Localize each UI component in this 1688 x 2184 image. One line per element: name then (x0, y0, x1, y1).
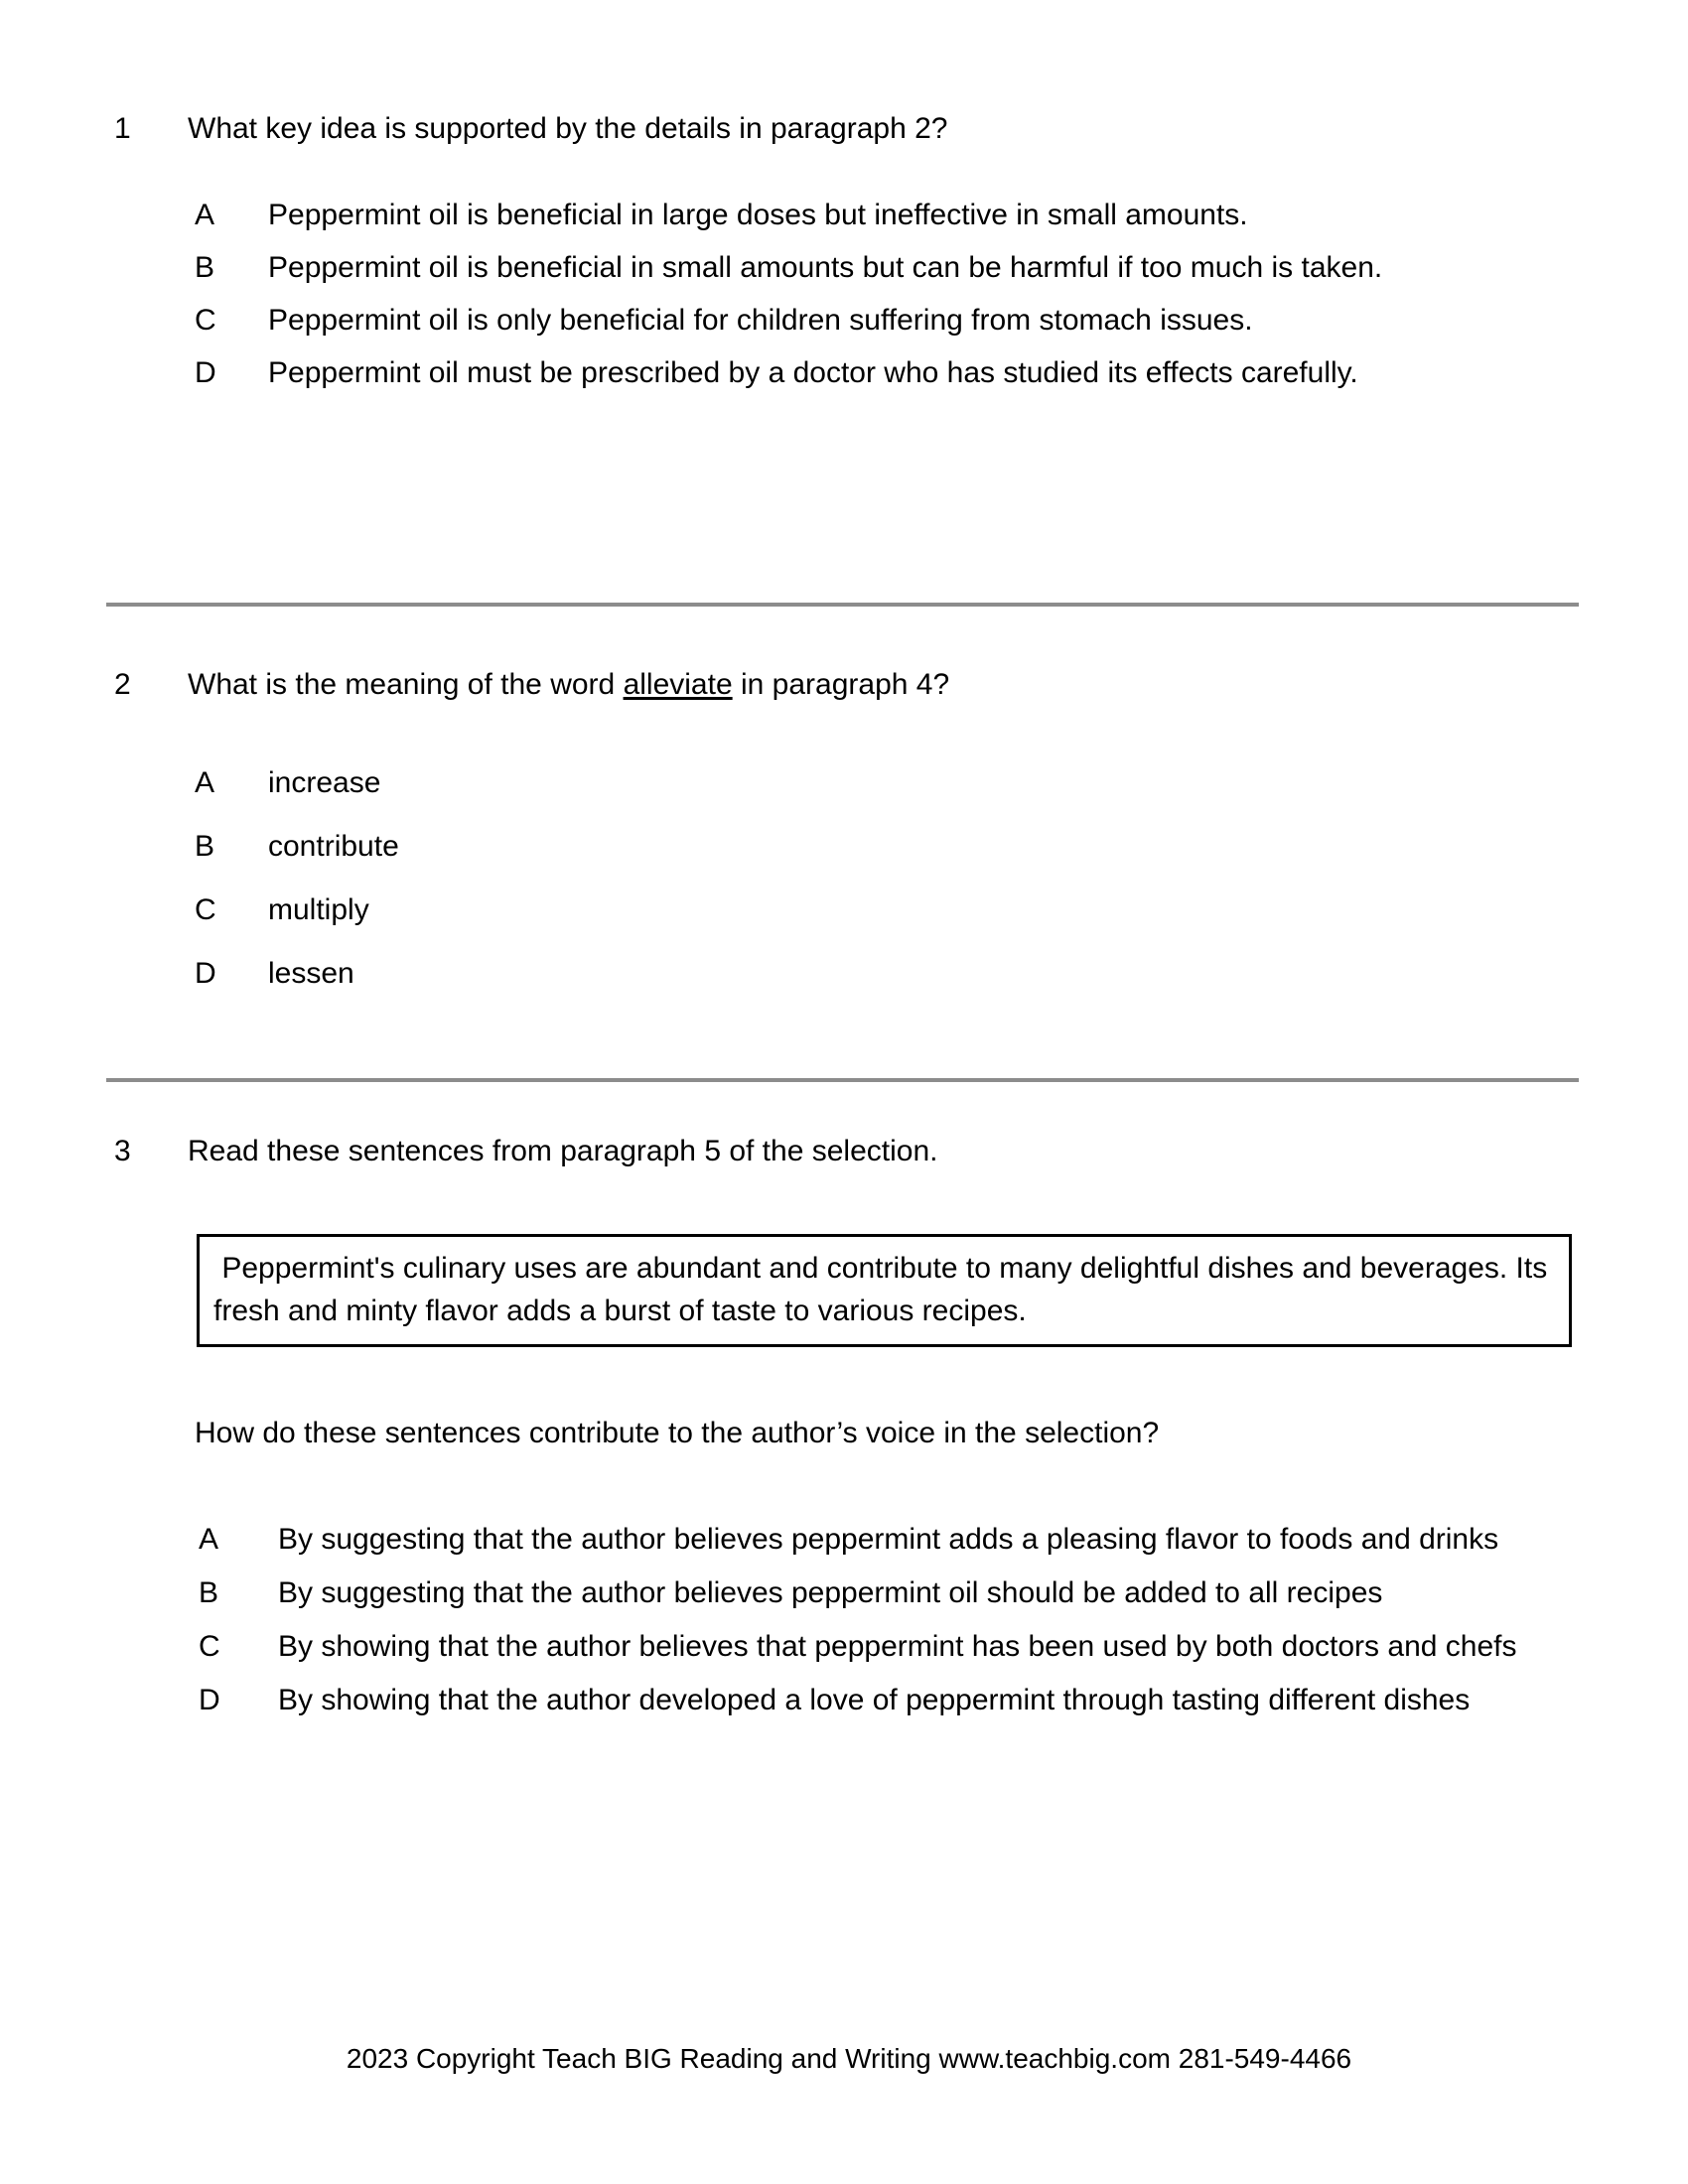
question-1-number: 1 (114, 112, 131, 145)
question-2-text-after: in paragraph 4? (732, 668, 950, 701)
question-2-text-before: What is the meaning of the word (188, 668, 624, 701)
choice-1b[interactable] (0, 247, 1688, 289)
question-3-text: Read these sentences from paragraph 5 of the selection. (188, 1135, 938, 1167)
choice-3d-text: By showing that the author developed a love of peppermint through tasting different dishes (278, 1684, 1471, 1716)
choice-1c-letter: C (195, 304, 216, 337)
question-2-underlined-word: alleviate (623, 668, 733, 701)
choice-1d-text: Peppermint oil must be prescribed by a doctor who has studied its effects carefully. (268, 356, 1358, 389)
choice-2b[interactable] (0, 826, 1688, 868)
question-3-choices (0, 1519, 1688, 1733)
choice-2b-text: contribute (268, 830, 399, 863)
section-divider-1 (106, 603, 1579, 607)
choice-1b-text: Peppermint oil is beneficial in small amounts but can be harmful if too much is taken. (268, 251, 1383, 284)
choice-2a-text: increase (268, 766, 381, 799)
choice-1a-text: Peppermint oil is beneficial in large doses but ineffective in small amounts. (268, 199, 1248, 231)
choice-1c-text: Peppermint oil is only beneficial for children suffering from stomach issues. (268, 304, 1253, 337)
choice-2a[interactable] (0, 762, 1688, 804)
question-1-choices (0, 195, 1688, 394)
choice-3b-text: By suggesting that the author believes peppermint oil should be added to all recipes (278, 1576, 1383, 1609)
question-2-stem (0, 665, 1688, 705)
choice-3c-letter: C (199, 1630, 220, 1663)
question-3-number: 3 (114, 1135, 131, 1167)
choice-3a-text: By suggesting that the author believes peppermint adds a pleasing flavor to foods and drinks (278, 1523, 1499, 1556)
choice-2d[interactable] (0, 953, 1688, 995)
choice-3b[interactable] (0, 1572, 1688, 1614)
choice-1a[interactable] (0, 195, 1688, 236)
choice-2d-letter: D (195, 957, 216, 990)
question-block-2 (0, 665, 1688, 1017)
question-3-choice-list (0, 1519, 1688, 1721)
choice-2d-text: lessen (268, 957, 354, 990)
question-block-3 (0, 1132, 1688, 1171)
question-1-stem (0, 109, 1688, 149)
choice-2c-letter: C (195, 893, 216, 926)
choice-2b-letter: B (195, 830, 215, 863)
question-2-choices (0, 762, 1688, 995)
excerpt-passage-box (197, 1234, 1572, 1347)
question-2-text (188, 665, 949, 705)
choice-1d-letter: D (195, 356, 216, 389)
choice-2c-text: multiply (268, 893, 369, 926)
choice-1b-letter: B (195, 251, 215, 284)
choice-3c[interactable] (0, 1626, 1688, 1668)
choice-3d-letter: D (199, 1684, 220, 1716)
choice-2a-letter: A (195, 766, 215, 799)
choice-1c[interactable] (0, 300, 1688, 341)
choice-3a[interactable] (0, 1519, 1688, 1561)
choice-3d[interactable] (0, 1680, 1688, 1721)
question-1-text: What key idea is supported by the details in paragraph 2? (188, 112, 948, 145)
excerpt-passage-text: Peppermint's culinary uses are abundant and contribute to many delightful dishes and beverages. Its fresh and minty flavor adds a burst of taste to various recipes. (213, 1252, 1556, 1327)
choice-3b-letter: B (199, 1576, 219, 1609)
footer-copyright-text: 2023 Copyright Teach BIG Reading and Writing www.teachbig.com 281-549-4466 (346, 2043, 1352, 2074)
question-3-sub-prompt: How do these sentences contribute to the author’s voice in the selection? (195, 1417, 1160, 1449)
question-block-1 (0, 109, 1688, 405)
page-footer (0, 2040, 1688, 2078)
choice-3a-letter: A (199, 1523, 219, 1556)
choice-1a-letter: A (195, 199, 215, 231)
section-divider-2 (106, 1078, 1579, 1082)
choice-1d[interactable] (0, 352, 1688, 394)
choice-3c-text: By showing that the author believes that peppermint has been used by both doctors and chefs (278, 1630, 1517, 1663)
choice-2c[interactable] (0, 889, 1688, 931)
question-3-stem (0, 1132, 1688, 1171)
question-2-number: 2 (114, 668, 131, 701)
